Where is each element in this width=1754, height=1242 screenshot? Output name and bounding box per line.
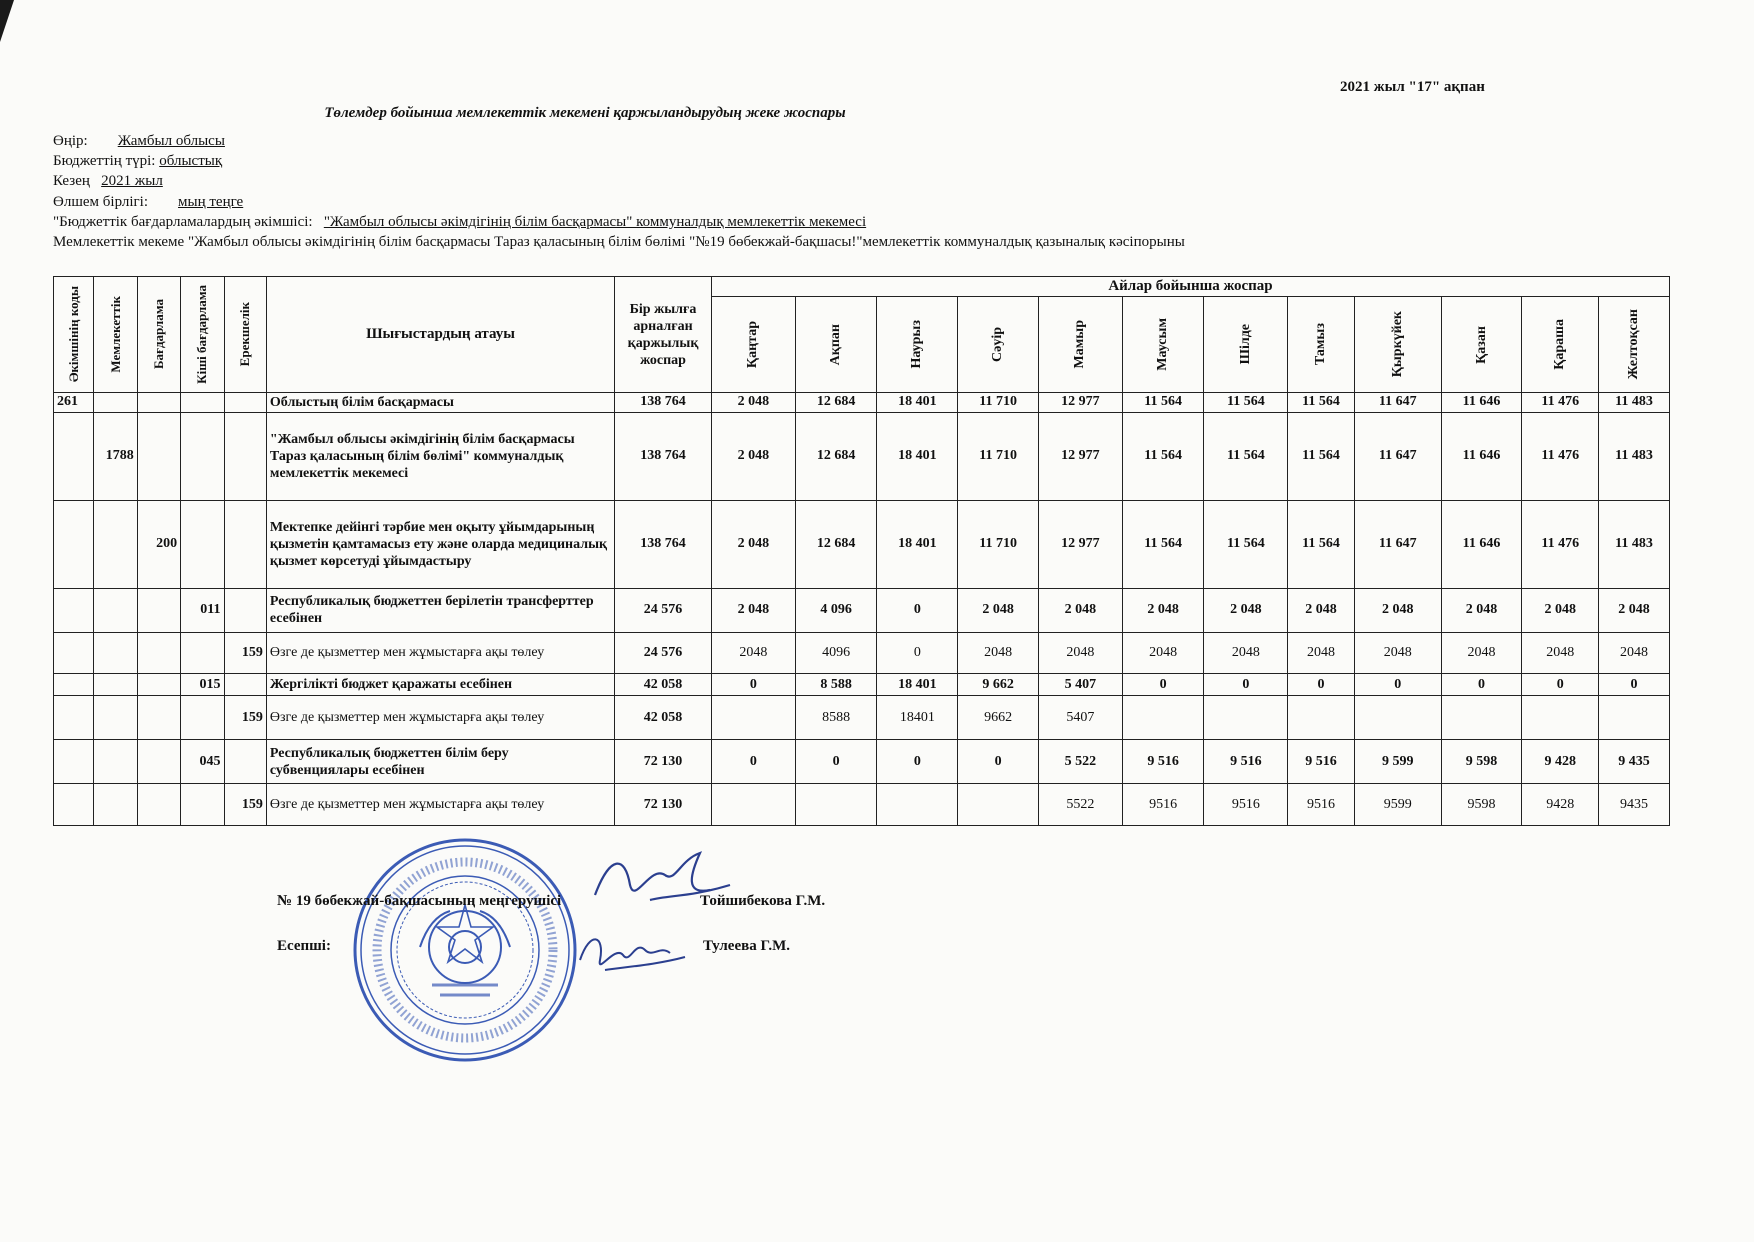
table-row	[54, 393, 1670, 413]
code-cell	[54, 632, 94, 674]
month-value-cell: 0	[711, 740, 795, 784]
month-value-cell: 5 407	[1038, 674, 1122, 696]
month-value-cell: 11 710	[958, 500, 1039, 588]
scan-corner-shadow	[0, 0, 14, 42]
month-value-cell: 2 048	[1038, 588, 1122, 632]
month-value-cell: 11 564	[1288, 412, 1355, 500]
month-value-cell: 11 476	[1522, 412, 1599, 500]
annual-total-cell: 138 764	[615, 393, 712, 413]
header-program: Бағдарлама	[137, 277, 180, 393]
header-specific: Ерекшелік	[224, 277, 266, 393]
header-month: Шілде	[1204, 297, 1288, 393]
header-month: Қазан	[1441, 297, 1522, 393]
accountant-name: Тулеева Г.М.	[703, 938, 790, 954]
month-value-cell: 18 401	[877, 412, 958, 500]
code-cell	[54, 588, 94, 632]
month-value-cell: 0	[877, 632, 958, 674]
month-value-cell: 11 646	[1441, 412, 1522, 500]
month-value-cell: 2048	[958, 632, 1039, 674]
month-value-cell: 9516	[1122, 784, 1204, 826]
month-value-cell: 11 483	[1599, 412, 1670, 500]
month-value-cell	[1354, 696, 1441, 740]
month-value-cell: 11 647	[1354, 393, 1441, 413]
month-value-cell: 2 048	[711, 393, 795, 413]
month-value-cell: 0	[1122, 674, 1204, 696]
month-value-cell: 2 048	[711, 588, 795, 632]
expense-name-cell: Мектепке дейінгі тәрбие мен оқыту ұйымдарының қызметін қамтамасыз ету және оларда медициналық қызмет көрсетуді ұйымдастыру	[266, 500, 614, 588]
code-cell: 159	[224, 696, 266, 740]
month-value-cell	[1522, 696, 1599, 740]
month-value-cell: 0	[877, 588, 958, 632]
month-value-cell: 0	[958, 740, 1039, 784]
code-cell	[137, 393, 180, 413]
month-value-cell: 12 684	[795, 500, 877, 588]
month-value-cell: 11 647	[1354, 500, 1441, 588]
document-date: 2021 жыл "17" ақпан	[1340, 79, 1485, 95]
table-row	[54, 784, 1670, 826]
budget-type-line	[53, 152, 222, 171]
header-month: Қыркүйек	[1354, 297, 1441, 393]
institution-line: Мемлекеттік мекеме "Жамбыл облысы әкімдігінің білім басқармасы Тараз қаласының білім бөлімі "№19 бөбекжай-бақшасы!"мемлекеттік коммуналдық қазыналық кәсіпорыны	[53, 234, 1185, 250]
month-value-cell: 0	[1441, 674, 1522, 696]
document-title: Төлемдер бойынша мемлекеттік мекемені қаржыландырудың жеке жоспары	[324, 105, 846, 121]
month-value-cell: 9 435	[1599, 740, 1670, 784]
month-value-cell: 9662	[958, 696, 1039, 740]
code-cell: 159	[224, 632, 266, 674]
expense-name-cell: Республикалық бюджеттен білім беру субвенциялары есебінен	[266, 740, 614, 784]
expense-name-cell: "Жамбыл облысы әкімдігінің білім басқармасы Тараз қаласының білім бөлімі" коммуналдық мемлекеттік мекемесі	[266, 412, 614, 500]
month-value-cell: 0	[1204, 674, 1288, 696]
month-value-cell: 2048	[1599, 632, 1670, 674]
month-value-cell: 11 710	[958, 393, 1039, 413]
admin-value: "Жамбыл облысы әкімдігінің білім басқармасы" коммуналдық мемлекеттік мекемесі	[323, 214, 867, 230]
month-value-cell: 9516	[1204, 784, 1288, 826]
unit-line	[53, 193, 243, 212]
month-value-cell: 9 599	[1354, 740, 1441, 784]
month-value-cell: 5522	[1038, 784, 1122, 826]
head-name: Тойшибекова Г.М.	[700, 893, 826, 909]
code-cell	[137, 784, 180, 826]
month-value-cell	[1288, 696, 1355, 740]
month-value-cell: 11 564	[1288, 393, 1355, 413]
code-cell	[137, 674, 180, 696]
month-value-cell	[1441, 696, 1522, 740]
header-state: Мемлекеттік	[94, 277, 137, 393]
month-value-cell: 11 564	[1122, 412, 1204, 500]
code-cell	[94, 674, 137, 696]
month-value-cell: 2 048	[958, 588, 1039, 632]
accountant-signature	[575, 925, 695, 985]
month-value-cell: 12 977	[1038, 500, 1122, 588]
header-subprogram: Кіші бағдарлама	[181, 277, 224, 393]
region-value: Жамбыл облысы	[117, 133, 225, 149]
period-label: Кезең	[53, 173, 90, 189]
month-value-cell: 2048	[1122, 632, 1204, 674]
month-value-cell: 2 048	[1354, 588, 1441, 632]
code-cell	[181, 393, 224, 413]
month-value-cell: 9598	[1441, 784, 1522, 826]
month-value-cell: 12 977	[1038, 412, 1122, 500]
code-cell	[181, 412, 224, 500]
month-value-cell: 2 048	[1204, 588, 1288, 632]
month-value-cell: 11 564	[1204, 500, 1288, 588]
code-cell: 159	[224, 784, 266, 826]
expense-name-cell: Өзге де қызметтер мен жұмыстарға ақы төлеу	[266, 696, 614, 740]
table-row	[54, 588, 1670, 632]
code-cell	[54, 740, 94, 784]
header-month: Сәуір	[958, 297, 1039, 393]
header-month: Қаңтар	[711, 297, 795, 393]
month-value-cell: 2048	[1522, 632, 1599, 674]
official-seal-stamp	[350, 835, 580, 1065]
budget-type-value: облыстық	[159, 153, 223, 169]
code-cell	[224, 412, 266, 500]
unit-label: Өлшем бірлігі:	[53, 194, 149, 210]
code-cell	[94, 588, 137, 632]
code-cell	[54, 412, 94, 500]
table-row	[54, 674, 1670, 696]
month-value-cell: 2048	[1288, 632, 1355, 674]
month-value-cell: 8 588	[795, 674, 877, 696]
month-value-cell: 5407	[1038, 696, 1122, 740]
annual-total-cell: 24 576	[615, 588, 712, 632]
month-value-cell: 11 483	[1599, 393, 1670, 413]
month-value-cell: 2048	[1354, 632, 1441, 674]
month-value-cell: 11 564	[1122, 500, 1204, 588]
month-value-cell: 11 646	[1441, 393, 1522, 413]
month-value-cell: 0	[1288, 674, 1355, 696]
code-cell	[94, 696, 137, 740]
month-value-cell: 2 048	[711, 412, 795, 500]
month-value-cell: 2 048	[711, 500, 795, 588]
month-value-cell	[1122, 696, 1204, 740]
month-value-cell: 9 428	[1522, 740, 1599, 784]
unit-value: мың теңге	[178, 194, 244, 210]
month-value-cell: 18 401	[877, 674, 958, 696]
month-value-cell	[711, 784, 795, 826]
code-cell	[94, 784, 137, 826]
header-month: Ақпан	[795, 297, 877, 393]
code-cell	[181, 784, 224, 826]
month-value-cell: 11 564	[1288, 500, 1355, 588]
annual-total-cell: 42 058	[615, 674, 712, 696]
month-value-cell: 0	[1522, 674, 1599, 696]
header-months-group: Айлар бойынша жоспар	[711, 277, 1669, 297]
month-value-cell: 11 646	[1441, 500, 1522, 588]
month-value-cell: 9 516	[1288, 740, 1355, 784]
accountant-label: Есепші:	[277, 938, 331, 954]
code-cell: 200	[137, 500, 180, 588]
month-value-cell: 11 476	[1522, 500, 1599, 588]
expense-name-cell: Жергілікті бюджет қаражаты есебінен	[266, 674, 614, 696]
month-value-cell: 0	[1354, 674, 1441, 696]
header-month: Желтоқсан	[1599, 297, 1670, 393]
month-value-cell: 2 048	[1599, 588, 1670, 632]
code-cell	[224, 674, 266, 696]
month-value-cell: 2048	[711, 632, 795, 674]
month-value-cell: 9 516	[1204, 740, 1288, 784]
month-value-cell	[711, 696, 795, 740]
code-cell	[181, 632, 224, 674]
month-value-cell: 11 483	[1599, 500, 1670, 588]
table-row	[54, 740, 1670, 784]
code-cell	[94, 393, 137, 413]
code-cell	[137, 740, 180, 784]
code-cell	[54, 500, 94, 588]
annual-total-cell: 72 130	[615, 740, 712, 784]
period-line	[53, 172, 163, 191]
month-value-cell: 0	[1599, 674, 1670, 696]
month-value-cell: 0	[711, 674, 795, 696]
code-cell: 1788	[94, 412, 137, 500]
month-value-cell: 9428	[1522, 784, 1599, 826]
header-admin-code: Әкімшінің коды	[54, 277, 94, 393]
header-month: Тамыз	[1288, 297, 1355, 393]
budget-type-label: Бюджеттің түрі:	[53, 153, 156, 169]
month-value-cell: 2048	[1204, 632, 1288, 674]
month-value-cell: 11 564	[1204, 412, 1288, 500]
admin-label: "Бюджеттік бағдарламалардың әкімшісі:	[53, 214, 313, 230]
month-value-cell: 4 096	[795, 588, 877, 632]
table-row	[54, 632, 1670, 674]
month-value-cell: 11 476	[1522, 393, 1599, 413]
code-cell	[54, 674, 94, 696]
expense-name-cell: Өзге де қызметтер мен жұмыстарға ақы төлеу	[266, 632, 614, 674]
code-cell	[181, 696, 224, 740]
region-line	[53, 132, 225, 151]
table-row	[54, 500, 1670, 588]
month-value-cell: 8588	[795, 696, 877, 740]
code-cell	[94, 500, 137, 588]
annual-total-cell: 138 764	[615, 500, 712, 588]
month-value-cell: 2 048	[1441, 588, 1522, 632]
month-value-cell: 9 662	[958, 674, 1039, 696]
month-value-cell: 2 048	[1122, 588, 1204, 632]
code-cell	[224, 740, 266, 784]
code-cell	[224, 500, 266, 588]
annual-total-cell: 72 130	[615, 784, 712, 826]
code-cell	[94, 632, 137, 674]
month-value-cell: 2048	[1038, 632, 1122, 674]
expense-name-cell: Өзге де қызметтер мен жұмыстарға ақы төлеу	[266, 784, 614, 826]
code-cell	[224, 588, 266, 632]
header-month: Қараша	[1522, 297, 1599, 393]
month-value-cell: 12 684	[795, 412, 877, 500]
code-cell	[181, 500, 224, 588]
code-cell	[224, 393, 266, 413]
month-value-cell: 18 401	[877, 393, 958, 413]
header-expense-name: Шығыстардың атауы	[266, 277, 614, 393]
header-month: Маусым	[1122, 297, 1204, 393]
code-cell: 261	[54, 393, 94, 413]
code-cell: 045	[181, 740, 224, 784]
month-value-cell: 11 564	[1204, 393, 1288, 413]
month-value-cell: 2048	[1441, 632, 1522, 674]
month-value-cell	[958, 784, 1039, 826]
month-value-cell: 9435	[1599, 784, 1670, 826]
month-value-cell: 9 598	[1441, 740, 1522, 784]
code-cell	[54, 696, 94, 740]
month-value-cell: 4096	[795, 632, 877, 674]
month-value-cell: 0	[795, 740, 877, 784]
month-value-cell: 18 401	[877, 500, 958, 588]
code-cell	[94, 740, 137, 784]
code-cell	[137, 588, 180, 632]
month-value-cell	[795, 784, 877, 826]
annual-total-cell: 138 764	[615, 412, 712, 500]
header-annual-plan: Бір жылға арналған қаржылық жоспар	[615, 277, 712, 393]
month-value-cell	[1204, 696, 1288, 740]
code-cell	[137, 412, 180, 500]
month-value-cell: 2 048	[1522, 588, 1599, 632]
month-value-cell: 2 048	[1288, 588, 1355, 632]
financing-plan-table	[53, 276, 1670, 826]
header-month: Наурыз	[877, 297, 958, 393]
month-value-cell: 5 522	[1038, 740, 1122, 784]
table-row	[54, 412, 1670, 500]
month-value-cell: 11 647	[1354, 412, 1441, 500]
annual-total-cell: 24 576	[615, 632, 712, 674]
month-value-cell: 9 516	[1122, 740, 1204, 784]
month-value-cell: 18401	[877, 696, 958, 740]
code-cell: 011	[181, 588, 224, 632]
header-month: Мамыр	[1038, 297, 1122, 393]
table-row	[54, 696, 1670, 740]
admin-line	[53, 213, 866, 232]
month-value-cell: 11 710	[958, 412, 1039, 500]
month-value-cell	[877, 784, 958, 826]
month-value-cell: 11 564	[1122, 393, 1204, 413]
month-value-cell: 12 977	[1038, 393, 1122, 413]
annual-total-cell: 42 058	[615, 696, 712, 740]
region-label: Өңір:	[53, 133, 88, 149]
code-cell	[137, 696, 180, 740]
period-value: 2021 жыл	[101, 173, 163, 189]
month-value-cell: 9516	[1288, 784, 1355, 826]
month-value-cell	[1599, 696, 1670, 740]
month-value-cell: 0	[877, 740, 958, 784]
code-cell: 015	[181, 674, 224, 696]
code-cell	[54, 784, 94, 826]
month-value-cell: 12 684	[795, 393, 877, 413]
code-cell	[137, 632, 180, 674]
expense-name-cell: Облыстың білім басқармасы	[266, 393, 614, 413]
month-value-cell: 9599	[1354, 784, 1441, 826]
head-signature-label: № 19 бөбекжай-бақшасының меңгерушісі	[277, 893, 562, 909]
expense-name-cell: Республикалық бюджеттен берілетін трансферттер есебінен	[266, 588, 614, 632]
